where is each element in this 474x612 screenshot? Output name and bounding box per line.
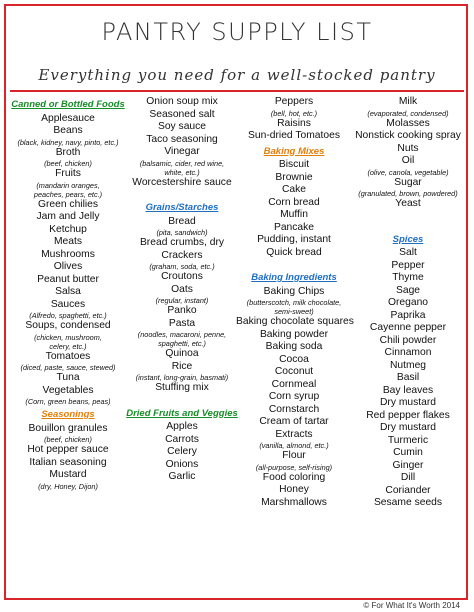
list-item: Green chilies xyxy=(37,198,99,210)
list-item: Salsa xyxy=(55,286,81,297)
list-item: Bread xyxy=(168,215,196,227)
item-note: (chicken, mushroom, xyxy=(34,332,102,342)
list-item: Cumin xyxy=(393,447,423,458)
list-item: Onion soup mix xyxy=(146,96,218,107)
list-item: Peanut butter xyxy=(37,273,99,285)
list-item: Cocoa xyxy=(279,353,309,365)
category-heading: Baking Ingredients xyxy=(251,272,337,283)
page-subtitle: Everything you need for a well-stocked pantry xyxy=(38,66,436,84)
item-note: (diced, paste, sauce, stewed) xyxy=(20,363,116,372)
list-item: Milk xyxy=(398,96,418,107)
list-item: Oil xyxy=(401,155,415,166)
list-item: Ginger xyxy=(392,459,424,471)
list-item: Italian seasoning xyxy=(29,456,107,468)
item-note: (bell, hot, etc.) xyxy=(270,108,318,118)
list-item: Chili powder xyxy=(379,334,437,346)
list-item: Brownie xyxy=(275,171,313,183)
list-item: Baking chocolate squares xyxy=(236,316,354,327)
list-item: Muffin xyxy=(280,209,308,220)
list-item: Soups, condensed xyxy=(25,320,111,331)
list-item: Taco seasoning xyxy=(146,133,218,145)
item-note: (all-purpose, self-rising) xyxy=(255,462,333,472)
list-item: Applesauce xyxy=(41,112,95,124)
list-item: Food coloring xyxy=(262,471,326,483)
item-note: celery, etc.) xyxy=(49,341,87,351)
list-item: Coriander xyxy=(385,484,431,496)
item-note: semi-sweet) xyxy=(274,307,314,316)
list-item: Raisins xyxy=(277,117,311,129)
list-item: Tuna xyxy=(56,372,80,383)
list-item: Beans xyxy=(53,125,83,136)
list-item: Fruits xyxy=(55,168,81,179)
category-heading: Spices xyxy=(392,233,424,245)
list-item: Paprika xyxy=(390,309,426,321)
item-note: (dry, Honey, Dijon) xyxy=(38,481,98,491)
list-item: Seasoned salt xyxy=(149,108,215,120)
item-note: (mandarin oranges, xyxy=(36,180,100,190)
list-item: Marshmallows xyxy=(261,496,327,508)
list-item: Nuts xyxy=(397,142,419,154)
item-note: (granulated, brown, powdered) xyxy=(358,189,458,198)
list-item: Meats xyxy=(53,236,83,247)
list-item: Baking soda xyxy=(265,341,323,352)
item-note: (beef, chicken) xyxy=(44,159,92,168)
column-2 xyxy=(124,96,240,484)
list-item: Cream of tartar xyxy=(259,416,329,427)
list-item: Extracts xyxy=(275,428,313,440)
list-item: Sesame seeds xyxy=(373,497,443,508)
list-item: Vegetables xyxy=(42,384,94,396)
list-item: Nutmeg xyxy=(389,359,427,371)
category-heading: Canned or Bottled Foods xyxy=(11,99,125,110)
column-4 xyxy=(350,96,466,510)
item-note: white, etc.) xyxy=(164,167,200,177)
item-note: (regular, instant) xyxy=(155,296,209,305)
list-item: Croutons xyxy=(161,271,203,282)
item-note: (balsamic, cider, red wine, xyxy=(139,158,225,168)
item-note: (Corn, green beans, peas) xyxy=(25,397,111,406)
list-item: Flour xyxy=(282,450,306,461)
list-item: Cake xyxy=(281,184,307,195)
list-item: Jam and Jelly xyxy=(36,211,100,222)
list-item: Pancake xyxy=(273,221,315,233)
list-item: Carrots xyxy=(165,433,199,445)
list-item: Coconut xyxy=(274,366,314,377)
spacer xyxy=(124,395,240,405)
list-item: Worcestershire sauce xyxy=(132,176,232,188)
copyright-footer: © For What It's Worth 2014 xyxy=(363,601,460,610)
list-item: Peppers xyxy=(274,96,314,107)
item-note: (Alfredo, spaghetti, etc.) xyxy=(29,311,107,320)
item-note: (olive, canola, vegetable) xyxy=(367,167,449,177)
list-item: Corn bread xyxy=(268,196,320,208)
list-item: Garlic xyxy=(168,471,196,482)
list-item: Cornmeal xyxy=(271,378,317,390)
item-note: (graham, soda, etc.) xyxy=(149,262,215,271)
list-item: Cinnamon xyxy=(384,347,432,358)
category-heading: Dried Fruits and Veggies xyxy=(126,407,238,419)
list-item: Red pepper flakes xyxy=(366,409,450,421)
spacer xyxy=(236,259,352,269)
list-item: Apples xyxy=(166,421,198,432)
list-item: Dry mustard xyxy=(379,397,437,408)
list-item: Cornstarch xyxy=(268,403,320,415)
category-heading: Grains/Starches xyxy=(145,202,219,213)
list-item: Broth xyxy=(55,146,81,158)
list-item: Oregano xyxy=(387,297,429,308)
list-item: Vinegar xyxy=(164,146,200,157)
list-item: Thyme xyxy=(392,272,424,283)
list-item: Stuffing mix xyxy=(155,382,209,393)
list-item: Soy sauce xyxy=(157,121,207,132)
item-note: (black, kidney, navy, pinto, etc.) xyxy=(17,137,119,147)
list-item: Biscuit xyxy=(278,159,310,170)
list-item: Nonstick cooking spray xyxy=(355,130,461,141)
category-heading: Seasonings xyxy=(41,409,95,420)
category-heading: Baking Mixes xyxy=(263,145,325,157)
spacer xyxy=(124,189,240,199)
list-item: Panko xyxy=(167,305,197,316)
item-note: (evaporated, condensed) xyxy=(367,108,449,118)
item-note: (beef, chicken) xyxy=(44,435,92,444)
item-note: spaghetti, etc.) xyxy=(158,339,206,348)
list-item: Mushrooms xyxy=(41,248,95,260)
list-item: Dry mustard xyxy=(379,422,437,433)
item-note: peaches, pears, etc.) xyxy=(33,189,103,199)
list-item: Pudding, instant xyxy=(257,234,331,245)
list-item: Honey xyxy=(279,484,309,495)
list-item: Salt xyxy=(399,247,417,258)
item-note: (butterscotch, milk chocolate, xyxy=(246,298,342,307)
list-item: Sauces xyxy=(50,298,86,310)
list-item: Baking Chips xyxy=(263,285,325,297)
spacer xyxy=(350,211,466,221)
list-item: Yeast xyxy=(395,198,421,209)
item-note: (instant, long-grain, basmati) xyxy=(135,373,229,382)
list-item: Dill xyxy=(400,472,416,483)
list-item: Crackers xyxy=(161,249,203,261)
list-item: Basil xyxy=(396,372,420,383)
list-item: Bouillon granules xyxy=(28,422,108,434)
list-item: Hot pepper sauce xyxy=(27,444,109,455)
item-note: (vanilla, almond, etc.) xyxy=(259,441,329,450)
list-item: Pepper xyxy=(391,259,425,271)
list-item: Quinoa xyxy=(165,348,199,359)
list-item: Pasta xyxy=(168,317,196,329)
column-1 xyxy=(10,96,126,491)
spacer xyxy=(350,221,466,231)
list-item: Oats xyxy=(171,283,193,295)
list-item: Celery xyxy=(167,446,197,457)
list-item: Cayenne pepper xyxy=(369,322,447,333)
list-item: Corn syrup xyxy=(268,391,320,402)
list-item: Turmeric xyxy=(387,434,429,446)
list-item: Baking powder xyxy=(259,328,329,340)
list-item: Bay leaves xyxy=(382,384,434,396)
list-item: Sun-dried Tomatoes xyxy=(248,130,340,141)
column-3 xyxy=(236,96,352,509)
list-item: Tomatoes xyxy=(45,350,91,362)
list-item: Sugar xyxy=(394,176,422,188)
list-item: Ketchup xyxy=(49,223,87,235)
list-item: Sage xyxy=(395,284,421,296)
item-note: (pita, sandwich) xyxy=(156,228,208,237)
list-item: Rice xyxy=(171,360,193,372)
list-item: Bread crumbs, dry xyxy=(139,237,225,248)
list-item: Mustard xyxy=(49,469,87,480)
divider-line xyxy=(10,90,464,92)
list-item: Quick bread xyxy=(266,246,322,258)
list-item: Onions xyxy=(165,458,199,470)
list-item: Molasses xyxy=(386,117,430,129)
list-item: Olives xyxy=(53,261,83,272)
item-note: (noodles, macaroni, penne, xyxy=(137,330,227,339)
page-title: PANTRY SUPPLY LIST xyxy=(101,18,373,46)
